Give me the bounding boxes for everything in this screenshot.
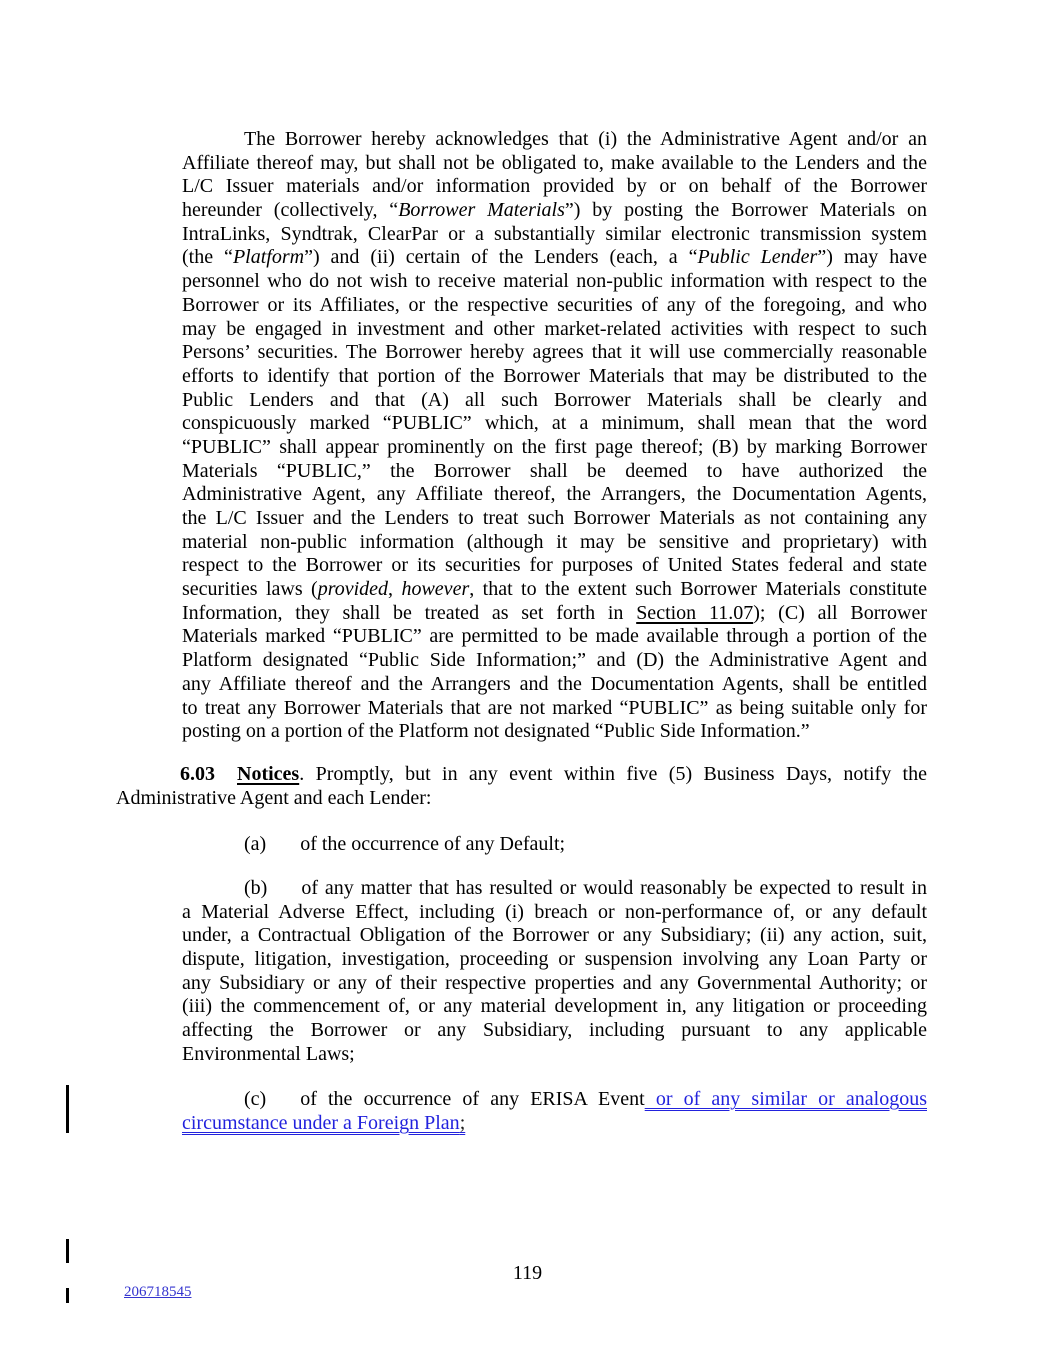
text-segment: “PUBLIC” shall appear prominently on the first page thereof; (B) by marking Borrower (182, 435, 927, 458)
text-segment: of the occurrence of any Default; (300, 833, 566, 855)
text-line (182, 833, 927, 857)
text-line (182, 128, 927, 152)
text-line (182, 602, 927, 626)
text-line (182, 1088, 927, 1112)
text-segment: ”) by posting the Borrower Materials on (564, 199, 927, 222)
text-line (182, 270, 927, 294)
text-segment: of any matter that has resulted or would reasonably be expected to result in (301, 877, 927, 899)
text-segment: Persons’ securities. The Borrower hereby agrees that it will use commercially reasonable (182, 341, 927, 364)
text-segment: hereunder (collectively, “ (182, 199, 399, 222)
text-line (182, 720, 927, 744)
text-segment: Environmental Laws; (182, 1042, 355, 1065)
text-segment: Affiliate thereof may, but shall not be obligated to, make available to the Lenders and the (182, 151, 927, 174)
text-segment: (iii) the commencement of, or any material development in, any litigation or proceeding (182, 995, 927, 1018)
text-line (182, 901, 927, 925)
text-segment: Notices (237, 763, 300, 785)
text-segment: , (388, 578, 402, 601)
text-line (116, 787, 927, 811)
text-segment: under, a Contractual Obligation of the Borrower or any Subsidiary; (ii) any action, suit, (182, 924, 927, 947)
text-segment: Administrative Agent and each Lender: (116, 786, 432, 809)
text-line (116, 763, 927, 787)
text-line (182, 995, 927, 1019)
text-line (182, 483, 927, 507)
text-segment: The Borrower hereby acknowledges that (i) the Administrative Agent and/or an (244, 128, 927, 150)
text-line (182, 625, 927, 649)
text-segment: ; (459, 1111, 466, 1134)
change-bar-footer-1 (66, 1239, 69, 1263)
text-line (182, 1112, 927, 1136)
text-segment: a Material Adverse Effect, including (i) breach or non-performance of, or any default (182, 900, 927, 923)
text-line (182, 460, 927, 484)
text-line (182, 246, 927, 270)
text-segment: Administrative Agent, any Affiliate thereof, the Arrangers, the Documentation Agents, (182, 483, 927, 506)
text-line (182, 649, 927, 673)
item-a (182, 833, 927, 857)
text-segment: securities laws ( (182, 578, 318, 601)
item-b (182, 877, 927, 1067)
change-bar-footer-2 (66, 1288, 69, 1303)
text-line (182, 924, 927, 948)
text-segment: efforts to identify that portion of the Borrower Materials that may be distributed to the (182, 364, 927, 387)
text-segment: ); (C) all Borrower (753, 601, 927, 624)
text-segment: (the “ (182, 246, 233, 269)
text-line (182, 175, 927, 199)
page-number: 119 (512, 1262, 543, 1284)
text-segment: affecting the Borrower or any Subsidiary, including pursuant to any applicable (182, 1019, 927, 1042)
text-segment: however (401, 578, 470, 601)
text-line (182, 294, 927, 318)
text-segment: Public Lender (697, 246, 818, 269)
text-line (182, 531, 927, 555)
text-segment: Borrower or its Affiliates, or the respective securities of any of the foregoing, and who (182, 293, 927, 316)
text-segment: to treat any Borrower Materials that are not marked “PUBLIC” as being suitable only for (182, 696, 927, 719)
text-segment: Materials “PUBLIC,” the Borrower shall be deemed to have authorized the (182, 459, 927, 482)
text-segment: Platform designated “Public Side Information;” and (D) the Administrative Agent and (182, 649, 927, 672)
text-segment: L/C Issuer materials and/or information provided by or on behalf of the Borrower (182, 175, 927, 198)
text-segment: any Affiliate thereof and the Arrangers and the Documentation Agents, shall be entitled (182, 672, 927, 695)
text-line (182, 673, 927, 697)
text-segment: or of any similar or analogous (644, 1088, 927, 1110)
doc-id-stamp[interactable]: 206718545 (124, 1284, 192, 1300)
text-segment: personnel who do not wish to receive material non-public information with respect to the (182, 270, 927, 293)
text-segment: . Promptly, but in any event within five (5) Business Days, notify the (299, 763, 927, 785)
text-segment: conspicuously marked “PUBLIC” which, at a minimum, shall mean that the word (182, 412, 927, 435)
text-segment: (a) (244, 833, 267, 855)
text-segment: Borrower Materials (398, 199, 565, 222)
text-line (182, 1043, 927, 1067)
item-c (182, 1088, 927, 1135)
change-bar-item-c (66, 1085, 69, 1133)
text-segment: Information, they shall be treated as set forth in (182, 601, 637, 624)
text-line (182, 578, 927, 602)
text-segment: , that to the extent such Borrower Materials constitute (469, 578, 927, 601)
text-segment: respect to the Borrower or its securities for purposes of United States federal and state (182, 554, 927, 577)
text-line (182, 972, 927, 996)
text-line (182, 507, 927, 531)
text-segment: Platform (232, 246, 305, 269)
text-line (182, 554, 927, 578)
text-line (182, 436, 927, 460)
text-segment: (c) (244, 1088, 267, 1110)
text-segment: circumstance under a Foreign Plan (182, 1111, 460, 1134)
text-line (182, 412, 927, 436)
text-segment: of the occurrence of any ERISA Event (300, 1088, 645, 1110)
text-line (182, 318, 927, 342)
text-line (182, 223, 927, 247)
text-line (182, 365, 927, 389)
section-6-03-notices (116, 763, 927, 810)
text-line (182, 697, 927, 721)
text-segment: IntraLinks, Syndtrak, ClearPar or a substantially similar electronic transmission system (182, 222, 927, 245)
text-line (182, 389, 927, 413)
text-line (182, 1019, 927, 1043)
text-line (182, 199, 927, 223)
text-line (182, 948, 927, 972)
text-segment: may be engaged in investment and other market-related activities with respect to such (182, 317, 927, 340)
text-line (182, 341, 927, 365)
text-segment: Section 11.07 (636, 601, 754, 624)
text-line (182, 877, 927, 901)
text-segment: material non-public information (although it may be sensitive and proprietary) with (182, 530, 927, 553)
text-segment: any Subsidiary or any of their respective properties and any Governmental Authority; or (182, 971, 927, 994)
text-segment: the L/C Issuer and the Lenders to treat such Borrower Materials as not containing any (182, 507, 927, 529)
text-segment: 6.03 (180, 763, 215, 785)
paragraph-borrower-materials (182, 128, 927, 744)
text-segment: ”) may have (817, 246, 927, 269)
text-line (182, 152, 927, 176)
text-segment: Public Lenders and that (A) all such Borrower Materials shall be clearly and (182, 388, 927, 411)
text-segment: provided (317, 578, 389, 601)
text-segment: ”) and (ii) certain of the Lenders (each, a “ (304, 246, 698, 269)
text-segment: Materials marked “PUBLIC” are permitted to be made available through a portion of the (182, 625, 927, 648)
text-segment: posting on a portion of the Platform not designated “Public Side Information.” (182, 720, 810, 743)
text-segment: (b) (244, 877, 268, 899)
text-segment: dispute, litigation, investigation, proceeding or suspension involving any Loan Party or (182, 948, 927, 971)
